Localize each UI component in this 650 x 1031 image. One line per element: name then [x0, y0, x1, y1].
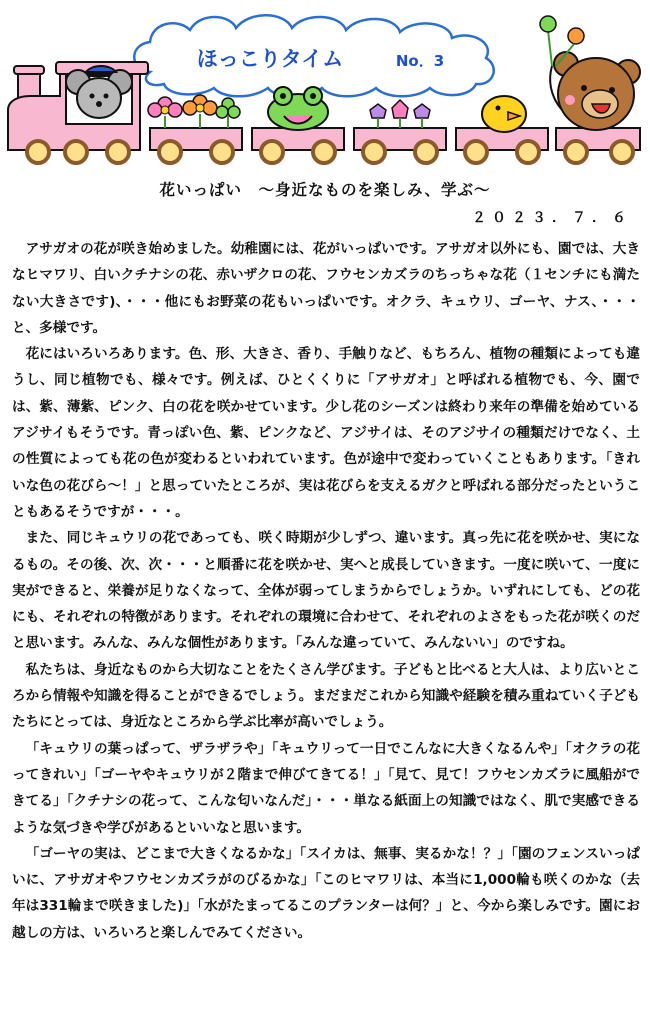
paragraph: 「キュウリの葉っぱって、ザラザラや」「キュウリって一日でこんなに大きくなるんや」「オクラの花ってきれい」「ゴーヤやキュウリが２階まで伸びてきてる！」「見て、見て！フウセンカズラに風船ができてる」「クチナシの花って、こんな匂いなんだ」・・・単なる紙面上の知識ではなく、肌で実感できるような気づきや学びがあるといいなと思います。	[12, 740, 640, 836]
paragraph: また、同じキュウリの花であっても、咲く時期が少しずつ、違います。真っ先に花を咲かせ、実になるもの。その後、次、次・・・と順番に花を咲かせ、実へと成長していきます。一度に咲いて、一度に実ができると、栄養が足りなくなって、全体が弱ってしまうからでしょうか。いずれにしても、どの花にも、それぞれの特徴があります。それぞれの環境に合わせて、それぞれのよさをもった花が咲くのだと思います。みんな、みんな個性があります。「みんな違っていて、みんないい」のですね。	[12, 530, 640, 652]
locomotive	[8, 62, 148, 150]
article-body	[12, 236, 640, 946]
chick	[482, 96, 526, 132]
purple-flowers	[370, 100, 430, 128]
newsletter-title: ほっこりタイム	[196, 47, 344, 71]
flowers	[148, 95, 240, 128]
issue-date: ２０２３．７．６	[472, 210, 632, 226]
newsletter-number: No．3	[395, 52, 445, 70]
paragraph: 花にはいろいろあります。色、形、大きさ、香り、手触りなど、もちろん、植物の種類によっても違うし、同じ植物でも、様々です。例えば、ひとくくりに「アサガオ」と呼ばれる植物でも、今、園では、紫、薄紫、ピンク、白の花を咲かせています。少し花のシーズンは終わり来年の準備を始めているアジサイもそうです。青っぽい色、紫、ピンクなど、アジサイは、そのアジサイの種類だけでなく、土の性質によっても花の色が変わるといわれています。色が途中で変わっていくこともあります。「きれいな色の花びら～！」と思っていたところが、実は花びらを支えるガクと呼ばれる部分だったということもあるそうですが・・・。	[12, 346, 640, 520]
paragraph: 「ゴーヤの実は、どこまで大きくなるかな」「スイカは、無事、実るかな！？」「園のフェンスいっぱいに、アサガオやフウセンカズラがのびるかな」「このヒマワリは、本当に1,000輪も咲くのかな（去年は331輪まで咲きました)」「水がたまってるこのプランターは何？」と、今から楽しみです。園にお越しの方は、いろいろと楽しんでみてください。	[12, 845, 640, 941]
frog	[268, 87, 328, 130]
paragraph: 私たちは、身近なものから大切なことをたくさん学びます。子どもと比べると大人は、より広いところから情報や知識を得ることができるでしょう。まだまだこれから知識や経験を積み重ねていく子どもたちにとっては、身近なところから学ぶ比率が高いでしょう。	[12, 661, 640, 731]
subtitle: 花いっぱい ～身近なものを楽しみ、学ぶ～	[159, 181, 491, 199]
paragraph: アサガオの花が咲き始めました。幼稚園には、花がいっぱいです。アサガオ以外にも、園では、大きなヒマワリ、白いクチナシの花、赤いザクロの花、フウセンカズラのちっちゃな花（１センチにも満たない大きさです)、・・・他にもお野菜の花もいっぱいです。オクラ、キュウリ、ゴーヤ、ナス、・・・と、多様です。	[12, 241, 640, 336]
bear	[540, 16, 640, 130]
header-illustration	[0, 0, 650, 178]
